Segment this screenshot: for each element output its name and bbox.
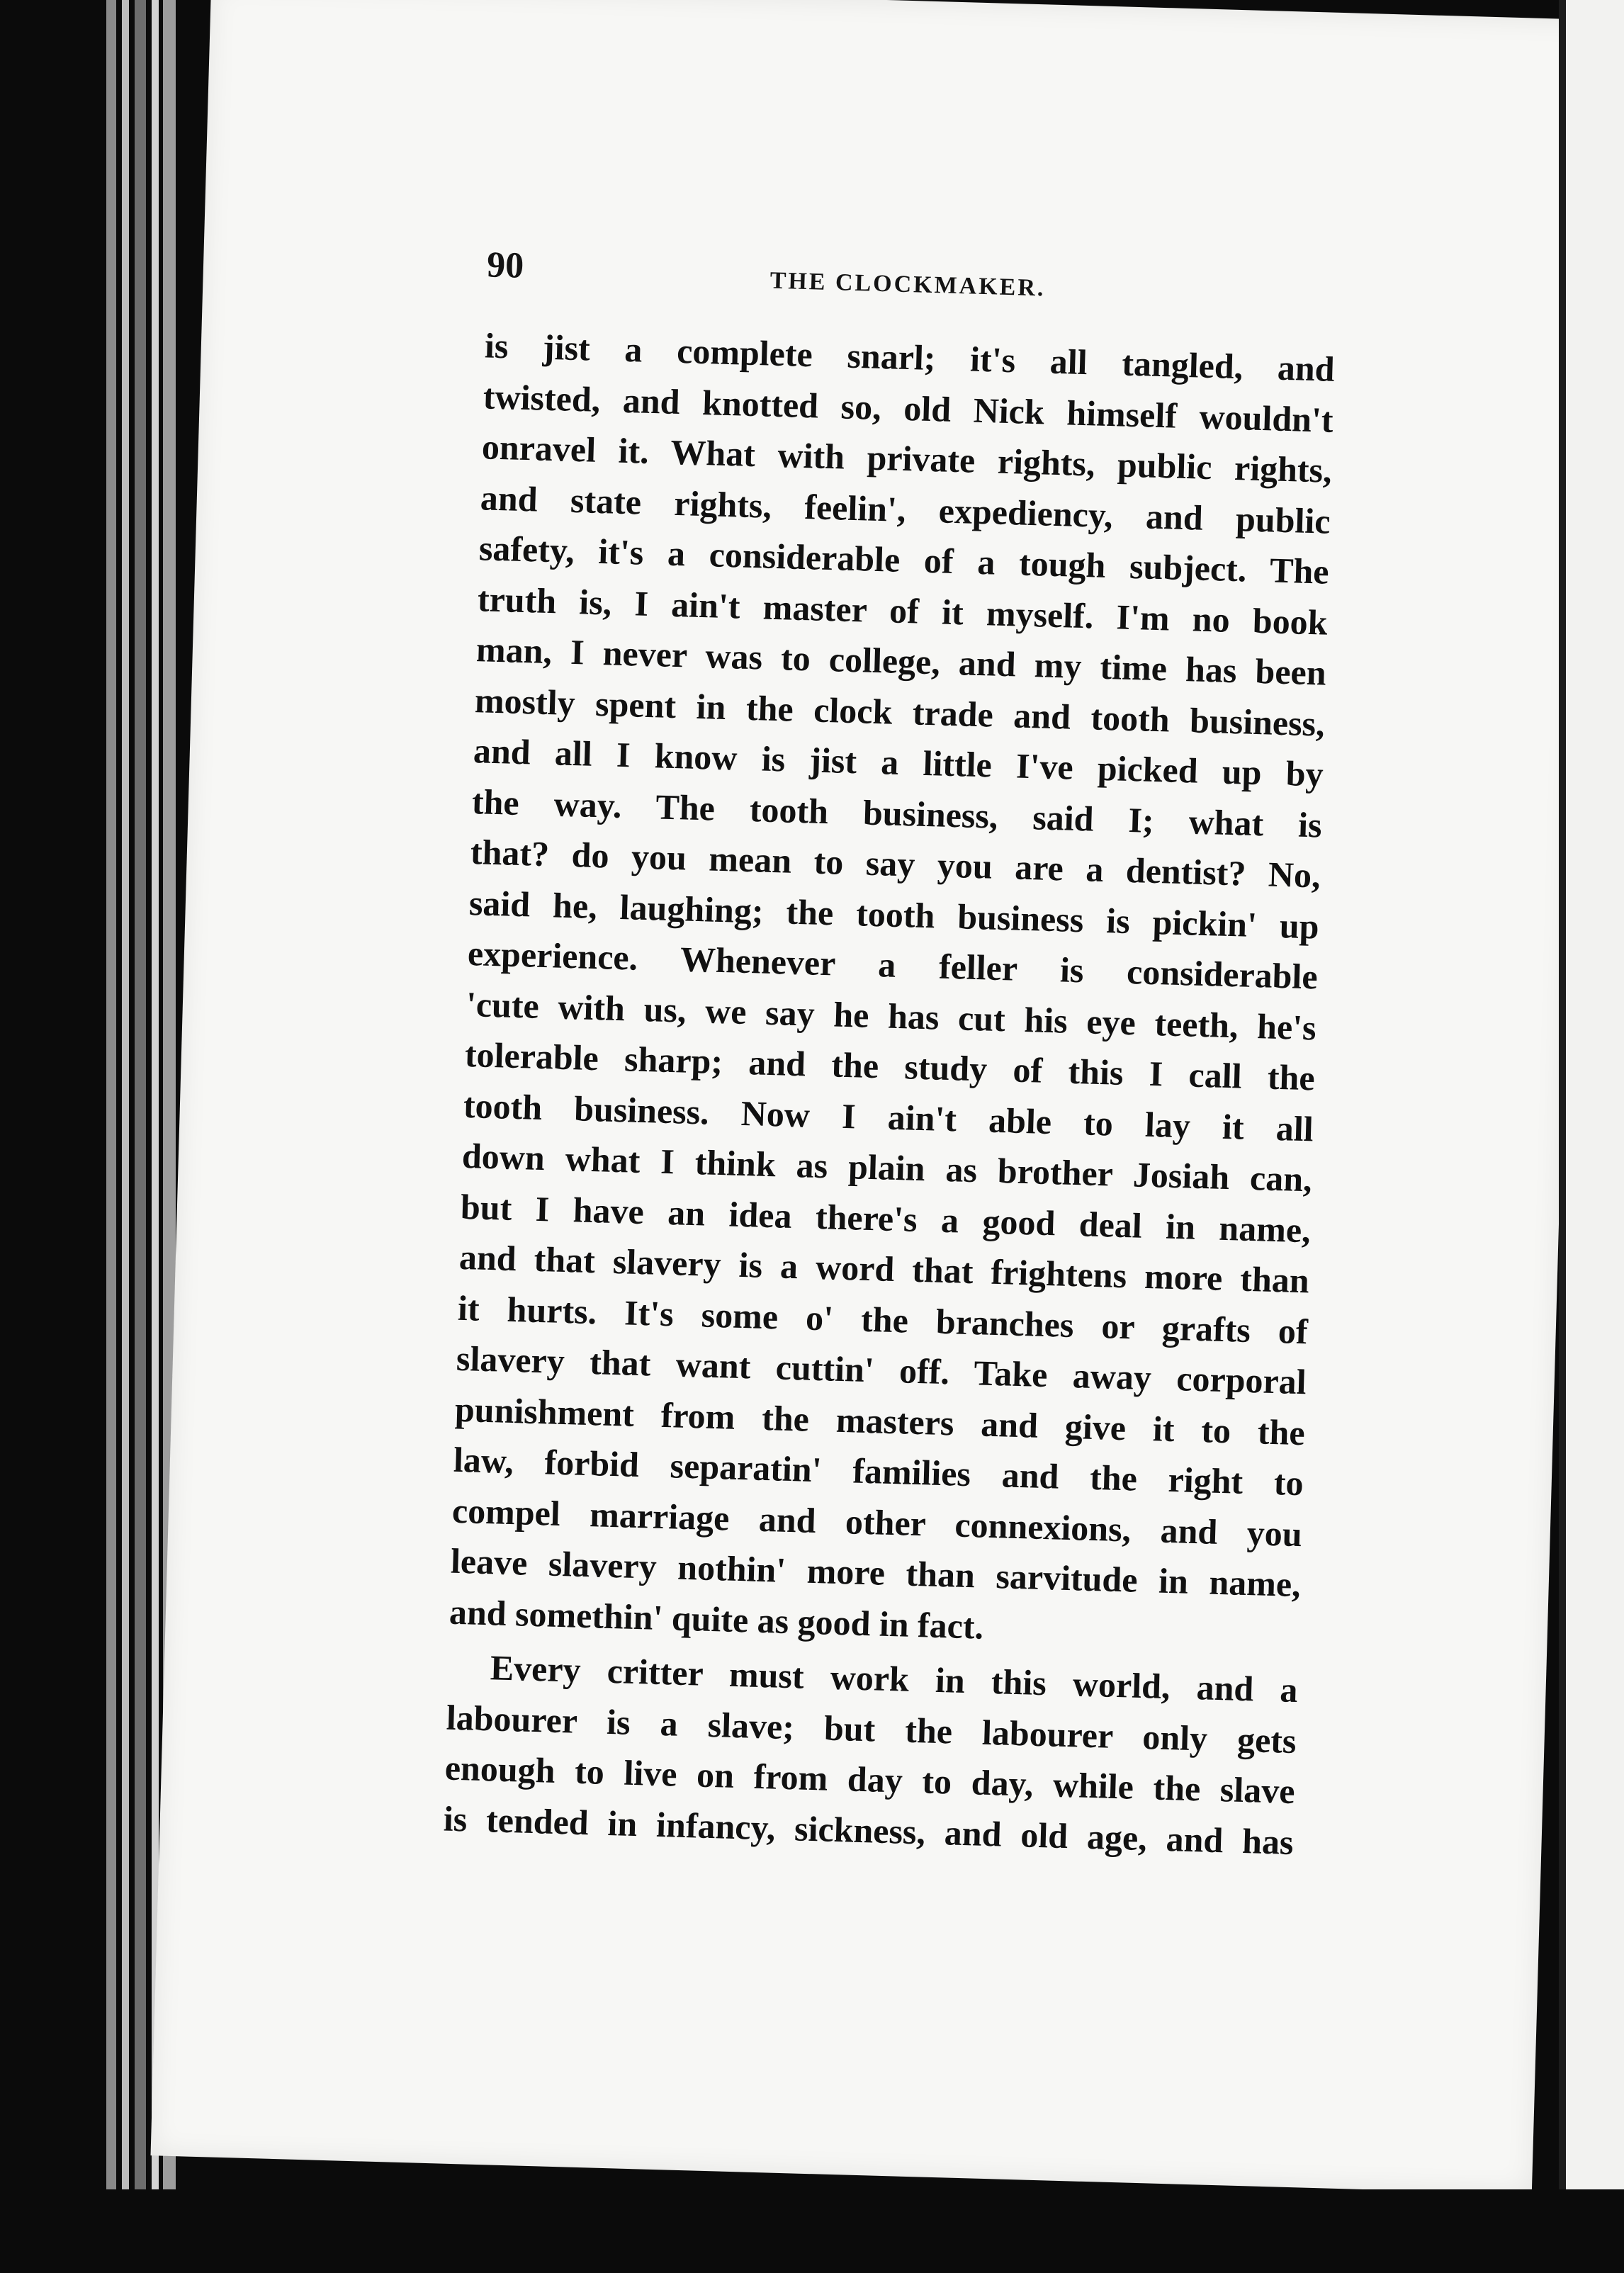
page-number: 90 xyxy=(486,244,524,286)
text-line: punishment from the masters and give it to the xyxy=(454,1389,1306,1453)
text-line: onravel it. What with private rights, public rights, xyxy=(481,427,1333,490)
paragraph xyxy=(443,1642,1299,1868)
text-line: experience. Whenever a feller is considerable xyxy=(467,933,1319,997)
text-line: the way. The tooth business, said I; what is xyxy=(471,781,1323,845)
running-title: THE CLOCKMAKER. xyxy=(769,267,1046,302)
text-line: man, I never was to college, and my time has been xyxy=(475,629,1327,693)
text-line: law, forbid separatin' families and the right to xyxy=(453,1439,1304,1504)
text-line: tolerable sharp; and the study of this I call the xyxy=(464,1034,1316,1098)
book-page xyxy=(151,0,1593,2194)
text-line: twisted, and knotted so, old Nick himself wouldn't xyxy=(483,376,1334,440)
page-edge xyxy=(106,0,116,2273)
text-line: and that slavery is a word that frightens more than xyxy=(458,1236,1310,1301)
text-line: is tended in infancy, sickness, and old age, and has xyxy=(443,1798,1295,1862)
text-line: leave slavery nothin' more than sarvitude in name, xyxy=(450,1540,1302,1605)
body-text xyxy=(443,320,1336,1868)
text-line: safety, it's a considerable of a tough subject. The xyxy=(478,528,1330,592)
text-line: tooth business. Now I ain't able to lay it all xyxy=(463,1085,1314,1149)
text-line: mostly spent in the clock trade and tooth business, xyxy=(474,679,1326,744)
page-edge xyxy=(135,0,146,2273)
text-line: said he, laughing; the tooth business is pickin' up xyxy=(468,882,1320,947)
text-line: and somethin' quite as good in fact. xyxy=(449,1591,984,1647)
text-line: that? do you mean to say you are a dentist? No, xyxy=(470,832,1321,896)
text-line: is jist a complete snarl; it's all tangled, and xyxy=(484,325,1336,389)
facing-page-edge xyxy=(1559,0,1624,2189)
paragraph xyxy=(449,320,1335,1661)
text-line: labourer is a slave; but the labourer only gets xyxy=(446,1697,1297,1761)
text-line: enough to live on from day to day, while the slave xyxy=(444,1747,1296,1812)
text-line: 'cute with us, we say he has cut his eye teeth, he's xyxy=(466,983,1317,1047)
text-line: down what I think as plain as brother Josiah can, xyxy=(461,1135,1313,1200)
text-line: slavery that want cuttin' off. Take away corporal xyxy=(456,1338,1307,1402)
text-line: and state rights, feelin', expediency, and public xyxy=(480,477,1331,541)
scan-background xyxy=(0,2189,1624,2273)
running-head xyxy=(486,244,1409,326)
text-line: but I have an idea there's a good deal in name, xyxy=(460,1186,1312,1250)
text-line: and all I know is jist a little I've picked up by xyxy=(473,731,1324,794)
text-line: truth is, I ain't master of it myself. I'm no book xyxy=(477,578,1329,643)
text-line: Every critter must work in this world, and a xyxy=(490,1647,1299,1710)
text-line: it hurts. It's some o' the branches or grafts of xyxy=(457,1287,1309,1351)
page-edge xyxy=(122,0,129,2273)
text-line: compel marriage and other connexions, and you xyxy=(451,1490,1303,1554)
